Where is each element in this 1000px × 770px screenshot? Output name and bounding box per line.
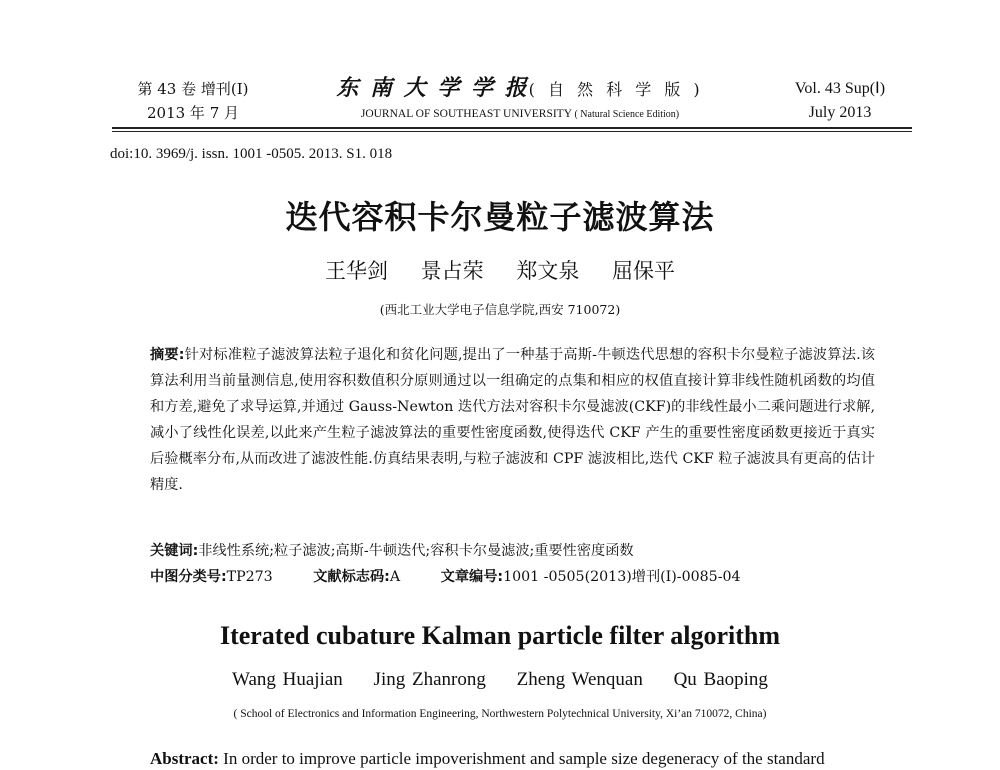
abstract-cn-text: 针对标准粒子滤波算法粒子退化和贫化问题,提出了一种基于高斯-牛顿迭代思想的容积卡尔曼粒子滤波算法.该算法利用当前量测信息,使用容积数值积分原则通过以一组确定的点集和相应的权值直接计算非线性随机函数的均值和方差,避免了求导运算,并通过 Gauss-Newton 迭代方法对容积卡尔曼滤波(CKF)的非线性最小二乘问题进行求解,减小了线性化误差,以此来产生粒子滤波算法的重要性密度函数,使得迭代 CKF 产生的重要性密度函数更接近于真实后验概率分布,从而改进了滤波性能.仿真结果表明,与粒子滤波和 CPF 滤波相比,迭代 CKF 粒子滤波具有更高的估计精度. bbox=[150, 347, 875, 493]
journal-name-cn-main: 东 南 大 学 学 报 bbox=[336, 75, 529, 101]
author-cn: 屈保平 bbox=[612, 259, 676, 283]
author-cn: 王华剑 bbox=[324, 259, 388, 283]
header-left-block bbox=[118, 77, 268, 125]
journal-name-en bbox=[300, 106, 740, 123]
clc-value: TP273 bbox=[226, 569, 273, 585]
author-en: Jing Zhanrong bbox=[373, 669, 486, 690]
paper-title-en: Iterated cubature Kalman particle filter algorithm bbox=[219, 621, 781, 650]
affiliation-en: ( School of Electronics and Information Engineering, Northwestern Polytechnical University, Xi’an 710072, China) bbox=[233, 708, 767, 720]
header-rule-thick bbox=[112, 127, 912, 129]
date-en: July 2013 bbox=[808, 104, 872, 121]
classification-line bbox=[150, 565, 875, 589]
keywords-text: 非线性系统;粒子滤波;高斯-牛顿迭代;容积卡尔曼滤波;重要性密度函数 bbox=[198, 543, 634, 559]
article-number-value: 1001 -0505(2013)增刊(Ⅰ)-0085-04 bbox=[503, 569, 741, 585]
header-right-block bbox=[770, 77, 910, 125]
keywords bbox=[150, 539, 875, 563]
article-number-label: 文章编号: bbox=[440, 569, 504, 585]
paper-title-cn: 迭代容积卡尔曼粒子滤波算法 bbox=[285, 198, 715, 236]
abstract-cn-label: 摘要: bbox=[150, 347, 185, 363]
authors-en bbox=[0, 669, 1000, 691]
header-rule-thin bbox=[112, 131, 912, 132]
author-en: Zheng Wenquan bbox=[516, 669, 643, 690]
volume-en: Vol. 43 Sup(Ⅰ) bbox=[794, 80, 886, 97]
document-code bbox=[313, 569, 404, 585]
author-en: Qu Baoping bbox=[673, 669, 768, 690]
volume-cn: 第 43 卷 增刊(Ⅰ) bbox=[137, 80, 249, 98]
author-en: Wang Huajian bbox=[232, 669, 343, 690]
journal-name-en-sub: ( Natural Science Edition) bbox=[574, 109, 680, 120]
document-code-label: 文献标志码: bbox=[313, 569, 390, 585]
journal-name-en-main: JOURNAL OF SOUTHEAST UNIVERSITY bbox=[360, 108, 572, 120]
author-cn: 郑文泉 bbox=[516, 259, 580, 283]
date-cn: 2013 年 7 月 bbox=[146, 104, 240, 122]
abstract-en-text: In order to improve particle impoverishment and sample size degeneracy of the standard bbox=[223, 749, 825, 768]
abstract-en-label: Abstract: bbox=[150, 749, 219, 768]
journal-name-cn bbox=[300, 74, 740, 104]
abstract-en bbox=[150, 748, 875, 770]
doi: doi:10. 3969/j. issn. 1001 -0505. 2013. S1. 018 bbox=[110, 146, 393, 162]
article-number bbox=[441, 569, 741, 585]
journal-masthead bbox=[300, 74, 740, 123]
journal-name-cn-sub: ( 自 然 科 学 版 ) bbox=[528, 80, 704, 99]
clc-label: 中图分类号: bbox=[150, 569, 227, 585]
keywords-label: 关键词: bbox=[150, 543, 199, 559]
authors-cn bbox=[0, 255, 1000, 285]
document-code-value: A bbox=[389, 569, 401, 585]
author-cn: 景占荣 bbox=[420, 259, 484, 283]
abstract-cn bbox=[150, 342, 875, 498]
clc-number bbox=[150, 569, 277, 585]
affiliation-cn: (西北工业大学电子信息学院,西安 710072) bbox=[379, 302, 621, 317]
